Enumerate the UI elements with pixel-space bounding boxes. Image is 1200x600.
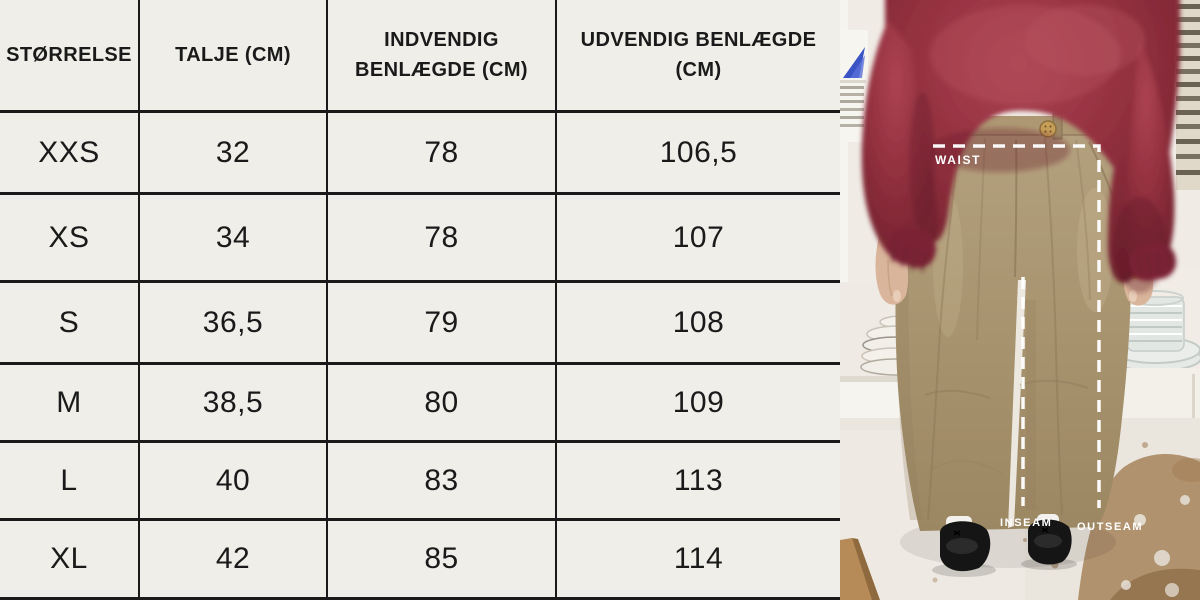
cell-talje: 34 [140, 192, 328, 280]
product-photo [840, 0, 1200, 600]
cell-udvendig-benlaegde: 113 [557, 440, 840, 518]
cell-talje: 40 [140, 440, 328, 518]
cell-talje: 32 [140, 110, 328, 192]
cell-udvendig-benlaegde: 106,5 [557, 110, 840, 192]
cell-indvendig-benlaegde: 78 [328, 192, 557, 280]
cell-size: S [0, 280, 140, 362]
header-udvendig-benlaegde: UDVENDIG BENLÆGDE (CM) [580, 29, 817, 81]
cell-indvendig-benlaegde: 83 [328, 440, 557, 518]
header-storrelse: STØRRELSE [0, 0, 140, 110]
cell-size: M [0, 362, 140, 440]
cell-size: XXS [0, 110, 140, 192]
waist-label: WAIST [935, 153, 981, 167]
header-talje: TALJE (CM) [140, 0, 328, 110]
cell-udvendig-benlaegde: 109 [557, 362, 840, 440]
cell-size: XS [0, 192, 140, 280]
cell-talje: 38,5 [140, 362, 328, 440]
cell-indvendig-benlaegde: 80 [328, 362, 557, 440]
cell-indvendig-benlaegde: 78 [328, 110, 557, 192]
outseam-label: OUTSEAM [1077, 521, 1144, 533]
cell-indvendig-benlaegde: 79 [328, 280, 557, 362]
inseam-label: INSEAM [1000, 517, 1053, 529]
cell-size: XL [0, 518, 140, 600]
cell-udvendig-benlaegde: 107 [557, 192, 840, 280]
cell-udvendig-benlaegde: 108 [557, 280, 840, 362]
cell-talje: 36,5 [140, 280, 328, 362]
cell-talje: 42 [140, 518, 328, 600]
cell-indvendig-benlaegde: 85 [328, 518, 557, 600]
cell-udvendig-benlaegde: 114 [557, 518, 840, 600]
cell-size: L [0, 440, 140, 518]
header-indvendig-benlaegde: INDVENDIG BENLÆGDE (CM) [328, 0, 557, 110]
